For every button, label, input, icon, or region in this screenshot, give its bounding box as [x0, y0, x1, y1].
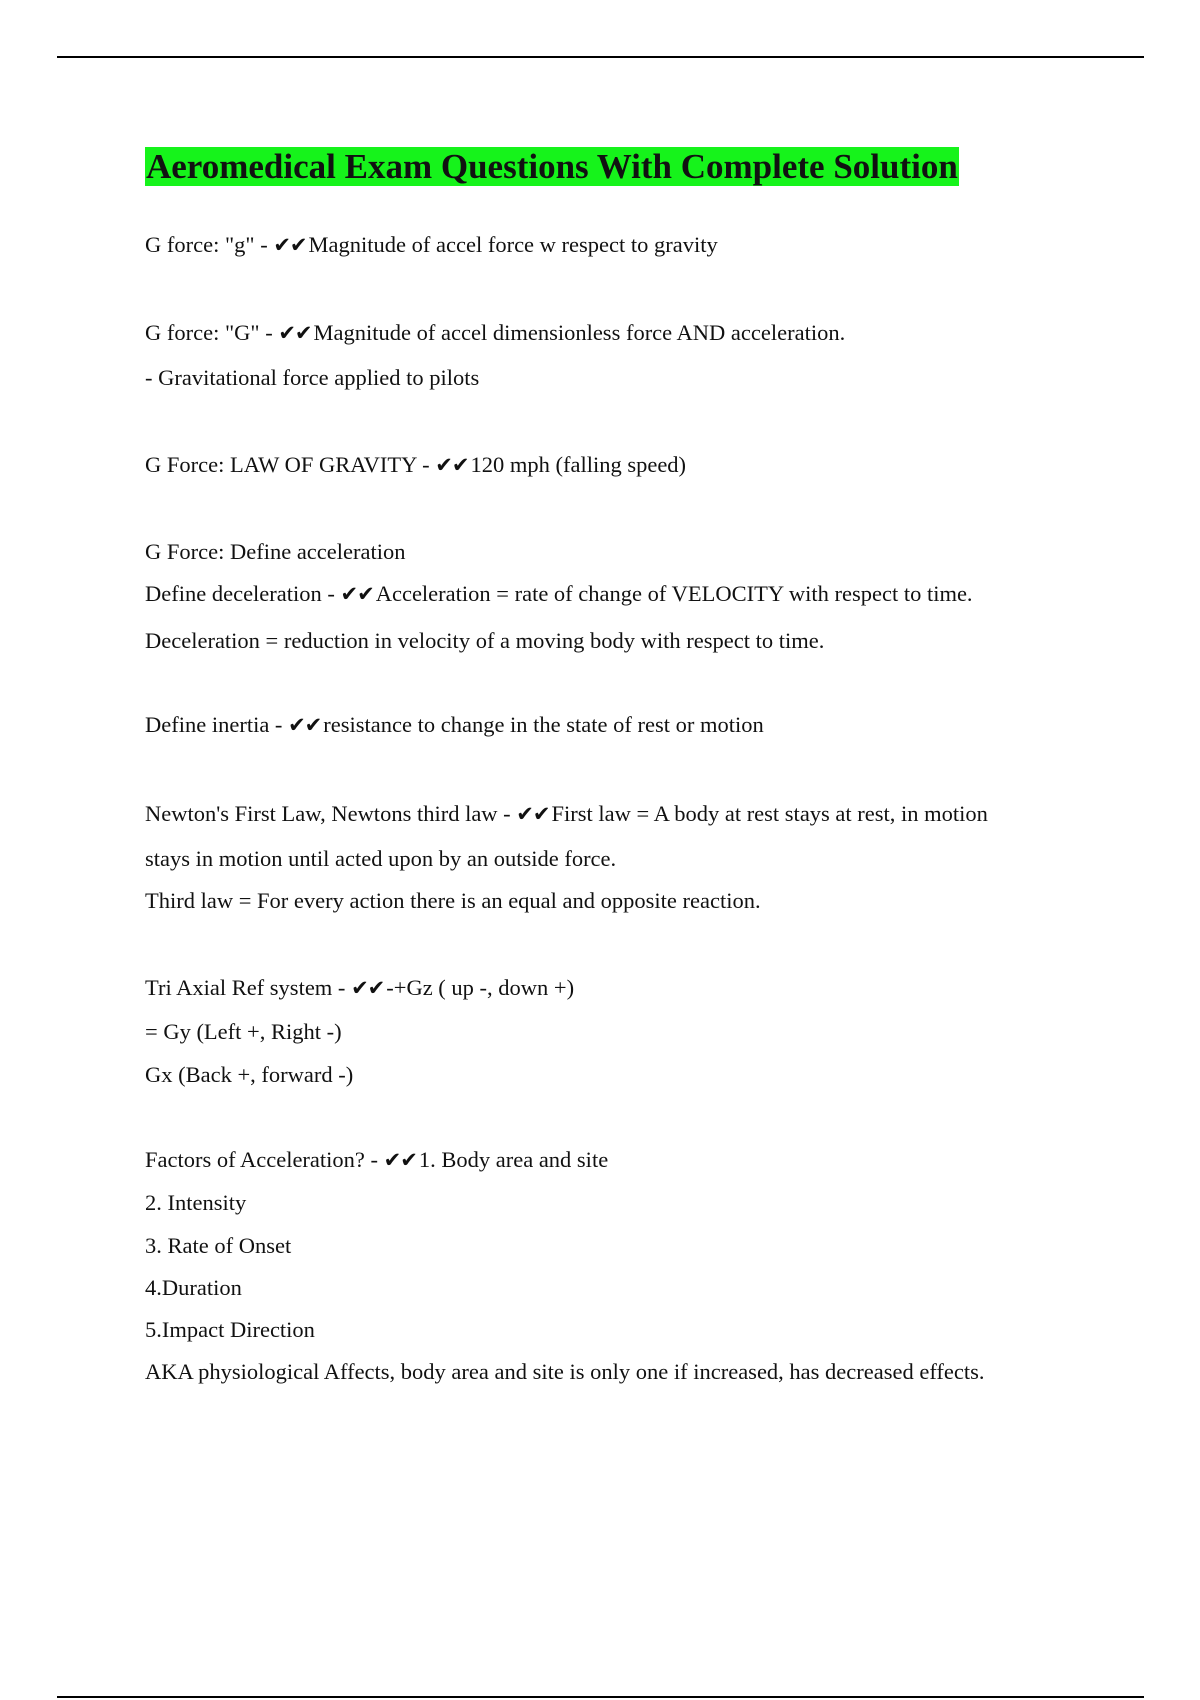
double-check-icon: ✔✔	[383, 1148, 417, 1172]
answer-text: Acceleration = rate of change of VELOCITY with respect to time.	[375, 581, 973, 606]
entry-line	[145, 580, 973, 608]
continuation-line: Gx (Back +, forward -)	[145, 1062, 354, 1087]
question-text: G force: "g" -	[145, 232, 274, 257]
entry-line	[145, 800, 988, 828]
answer-text: -+Gz ( up -, down +)	[386, 975, 575, 1000]
question-text: Define deceleration -	[145, 581, 341, 606]
continuation-line: 2. Intensity	[145, 1190, 247, 1215]
answer-text: Magnitude of accel force w respect to gravity	[308, 232, 718, 257]
double-check-icon: ✔✔	[351, 976, 385, 1000]
continuation-line: 3. Rate of Onset	[145, 1233, 292, 1258]
entry-line	[145, 974, 574, 1002]
question-text: Newton's First Law, Newtons third law -	[145, 801, 517, 826]
continuation-line: AKA physiological Affects, body area and site is only one if increased, has decreased effects.	[145, 1359, 985, 1384]
continuation-line: Deceleration = reduction in velocity of a moving body with respect to time.	[145, 628, 825, 653]
entry-line	[145, 319, 845, 347]
entry-line	[145, 451, 686, 479]
question-text: Tri Axial Ref system -	[145, 975, 352, 1000]
answer-text: resistance to change in the state of rest or motion	[323, 712, 764, 737]
entry-line	[145, 231, 718, 259]
answer-text: Magnitude of accel dimensionless force AND acceleration.	[313, 320, 846, 345]
double-check-icon: ✔✔	[278, 321, 312, 345]
top-rule	[57, 56, 1144, 58]
answer-text: 1. Body area and site	[418, 1147, 609, 1172]
double-check-icon: ✔✔	[340, 582, 374, 606]
entry-line	[145, 1146, 608, 1174]
question-text: G Force: LAW OF GRAVITY -	[145, 452, 436, 477]
double-check-icon: ✔✔	[516, 802, 550, 826]
continuation-line: = Gy (Left +, Right -)	[145, 1019, 342, 1044]
continuation-line: Third law = For every action there is an equal and opposite reaction.	[145, 888, 761, 913]
document-title	[145, 146, 959, 188]
question-text: G force: "G" -	[145, 320, 279, 345]
answer-text: First law = A body at rest stays at rest, in motion	[551, 801, 988, 826]
double-check-icon: ✔✔	[273, 233, 307, 257]
double-check-icon: ✔✔	[288, 713, 322, 737]
bottom-rule	[57, 1696, 1144, 1698]
question-text: Factors of Acceleration? -	[145, 1147, 384, 1172]
continuation-line: 4.Duration	[145, 1275, 242, 1300]
entry-line	[145, 711, 764, 739]
double-check-icon: ✔✔	[435, 453, 469, 477]
title-highlight: Aeromedical Exam Questions With Complete Solution	[146, 147, 958, 186]
continuation-line: 5.Impact Direction	[145, 1317, 315, 1342]
answer-text: 120 mph (falling speed)	[470, 452, 687, 477]
continuation-line: - Gravitational force applied to pilots	[145, 365, 480, 390]
question-text: Define inertia -	[145, 712, 289, 737]
pre-question-line: G Force: Define acceleration	[145, 539, 406, 564]
continuation-line: stays in motion until acted upon by an outside force.	[145, 846, 617, 871]
